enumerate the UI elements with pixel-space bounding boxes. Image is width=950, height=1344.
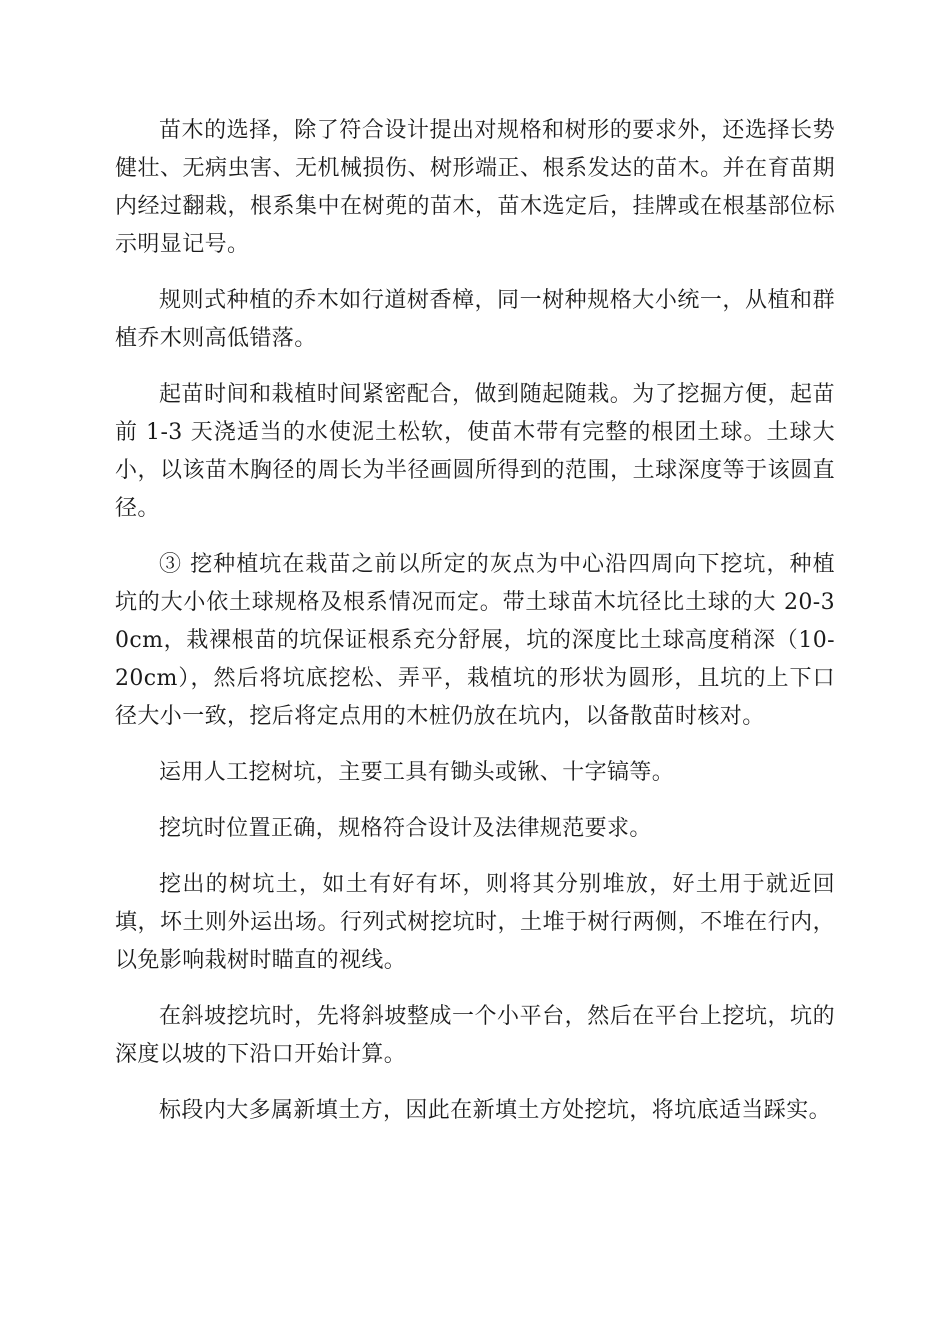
- document-body: [115, 112, 835, 1148]
- paragraph-regular-planting: 规则式种植的乔木如行道树香樟，同一树种规格大小统一，从植和群植乔木则高低错落。: [115, 288, 835, 351]
- paragraph-fill-compaction: 标段内大多属新填土方，因此在新填土方处挖坑，将坑底适当踩实。: [159, 1098, 832, 1123]
- paragraph-planting-pit: ③ 挖种植坑在栽苗之前以所定的灰点为中心沿四周向下挖坑，种植坑的大小依土球规格及根系情况而定。带土球苗木坑径比土球的大 20-30cm，栽裸根苗的坑保证根系充分舒展，坑的深度比土球高度稍深（10-20cm），然后将坑底挖松、弄平，栽植坑的形状为圆形，且坑的上下口径大小一致，挖后将定点用的木桩仍放在坑内，以备散苗时核对。: [115, 552, 835, 729]
- paragraph-lifting-timing: 起苗时间和栽植时间紧密配合，做到随起随栽。为了挖掘方便，起苗前 1-3 天浇适当的水使泥土松软，使苗木带有完整的根团土球。土球大小，以该苗木胸径的周长为半径画圆所得到的范围，土球深度等于该圆直径。: [115, 382, 835, 521]
- paragraph-seedling-selection: 苗木的选择，除了符合设计提出对规格和树形的要求外，还选择长势健壮、无病虫害、无机械损伤、树形端正、根系发达的苗木。并在育苗期内经过翻栽，根系集中在树蔸的苗木，苗木选定后，挂牌或在根基部位标示明显记号。: [115, 118, 835, 257]
- paragraph-soil-handling: 挖出的树坑土，如土有好有坏，则将其分别堆放，好土用于就近回填，坏土则外运出场。行列式树挖坑时，土堆于树行两侧，不堆在行内，以免影响栽树时瞄直的视线。: [115, 872, 835, 973]
- paragraph-manual-digging: 运用人工挖树坑，主要工具有锄头或锹、十字镐等。: [159, 760, 675, 785]
- paragraph-slope-digging: 在斜坡挖坑时，先将斜坡整成一个小平台，然后在平台上挖坑，坑的深度以坡的下沿口开始计算。: [115, 1004, 835, 1067]
- paragraph-pit-position: 挖坑时位置正确，规格符合设计及法律规范要求。: [159, 816, 652, 841]
